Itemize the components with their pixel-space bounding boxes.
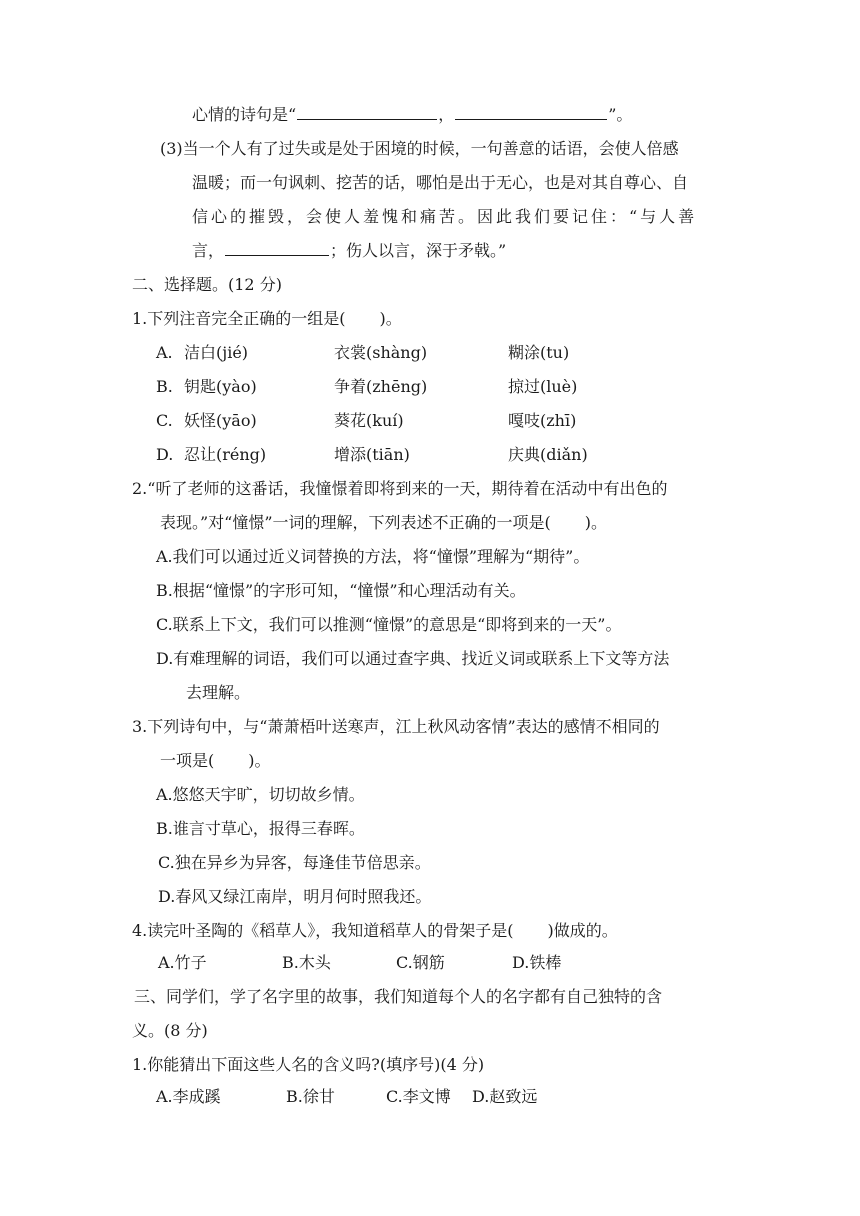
option-item: 增添(tiān) bbox=[334, 445, 410, 464]
option-label: D. bbox=[156, 445, 174, 464]
option-d: D.春风又绿江南岸，明月何时照我还。 bbox=[158, 887, 432, 906]
fill-prefix: 心情的诗句是“ bbox=[192, 105, 297, 124]
option-item: 嘎吱(zhī) bbox=[508, 411, 577, 430]
q3-fill-line-2: 温暖；而一句讽刺、挖苦的话，哪怕是出于无心，也是对其自尊心、自 bbox=[192, 173, 689, 192]
fill-separator: ， bbox=[438, 105, 455, 124]
q3-fill-line-4 bbox=[192, 234, 506, 268]
option-c: C.独在异乡为异客，每逢佳节倍思亲。 bbox=[158, 853, 431, 872]
fill-suffix: ”。 bbox=[608, 105, 633, 124]
option-item: D.铁棒 bbox=[512, 953, 562, 972]
option-item: A.李成蹊 bbox=[156, 1087, 221, 1106]
option-item: C.钢筋 bbox=[396, 953, 445, 972]
option-label: B. bbox=[156, 377, 173, 396]
stem-text: )。 bbox=[379, 309, 402, 328]
fill-suffix: ；伤人以言，深于矛戟。” bbox=[330, 241, 507, 260]
option-a: A.我们可以通过近义词替换的方法，将“憧憬”理解为“期待”。 bbox=[156, 547, 590, 566]
option-d: D.有难理解的词语，我们可以通过查字典、找近义词或联系上下文等方法 bbox=[156, 649, 670, 668]
option-item: 衣裳(shàng) bbox=[334, 343, 428, 362]
option-b: B.根据“憧憬”的字形可知，“憧憬”和心理活动有关。 bbox=[156, 581, 526, 600]
option-b: B.谁言寸草心，报得三春晖。 bbox=[156, 819, 365, 838]
stem-text: 表现。”对“憧憬”一词的理解，下列表述不正确的一项是( bbox=[160, 513, 551, 532]
poem-fill-line bbox=[192, 98, 632, 132]
option-item: 葵花(kuí) bbox=[334, 411, 404, 430]
answer-blank[interactable] bbox=[297, 99, 437, 120]
question-stem bbox=[132, 914, 618, 948]
q3-fill-line-1: (3)当一个人有了过失或是处于困境的时候，一句善意的话语，会使人倍感 bbox=[160, 139, 679, 158]
stem-text: )做成的。 bbox=[547, 921, 618, 940]
option-d-cont: 去理解。 bbox=[186, 683, 251, 702]
option-item: 妖怪(yāo) bbox=[184, 411, 257, 430]
question-stem: 2.“听了老师的这番话，我憧憬着即将到来的一天，期待着在活动中有出色的 bbox=[132, 479, 668, 498]
option-item: 忍让(réng) bbox=[184, 445, 267, 464]
option-item: 洁白(jié) bbox=[184, 343, 249, 362]
option-item: 掠过(luè) bbox=[508, 377, 578, 396]
stem-text: 4.读完叶圣陶的《稻草人》，我知道稻草人的骨架子是( bbox=[132, 921, 514, 940]
option-item: C.李文博 bbox=[386, 1087, 451, 1106]
option-item: B.木头 bbox=[282, 953, 331, 972]
section-title: 二、选择题。(12 分) bbox=[132, 275, 282, 294]
option-item: 庆典(diǎn) bbox=[508, 445, 588, 464]
option-label: C. bbox=[156, 411, 173, 430]
option-item: D.赵致远 bbox=[472, 1087, 538, 1106]
option-item: A.竹子 bbox=[158, 953, 207, 972]
option-item: B.徐甘 bbox=[286, 1087, 335, 1106]
stem-text: )。 bbox=[248, 751, 271, 770]
q3-fill-line-3: 信心的摧毁，会使人羞愧和痛苦。因此我们要记住：“与人善 bbox=[192, 207, 698, 226]
option-c: C.联系上下文，我们可以推测“憧憬”的意思是“即将到来的一天”。 bbox=[156, 615, 622, 634]
option-item: 钥匙(yào) bbox=[184, 377, 257, 396]
fill-prefix: 言， bbox=[192, 241, 225, 260]
option-item: 争着(zhēng) bbox=[334, 377, 428, 396]
stem-text: 一项是( bbox=[160, 751, 215, 770]
section-title-cont: 义。(8 分) bbox=[132, 1021, 208, 1040]
question-stem-cont bbox=[160, 744, 271, 778]
stem-text: )。 bbox=[584, 513, 608, 532]
question-stem-cont bbox=[160, 506, 607, 540]
question-stem: 3.下列诗句中，与“萧萧梧叶送寒声，江上秋风动客情”表达的感情不相同的 bbox=[132, 717, 660, 736]
option-a: A.悠悠天宇旷，切切故乡情。 bbox=[156, 785, 365, 804]
stem-text: 1.下列注音完全正确的一组是( bbox=[132, 309, 346, 328]
option-label: A. bbox=[156, 343, 173, 362]
option-item: 糊涂(tu) bbox=[508, 343, 570, 362]
question-stem bbox=[132, 302, 402, 336]
section-title: 三、同学们，学了名字里的故事，我们知道每个人的名字都有自己独特的含 bbox=[134, 987, 663, 1006]
answer-blank[interactable] bbox=[455, 99, 607, 120]
question-stem: 1.你能猜出下面这些人名的含义吗?(填序号)(4 分) bbox=[132, 1055, 485, 1074]
answer-blank[interactable] bbox=[225, 235, 329, 256]
